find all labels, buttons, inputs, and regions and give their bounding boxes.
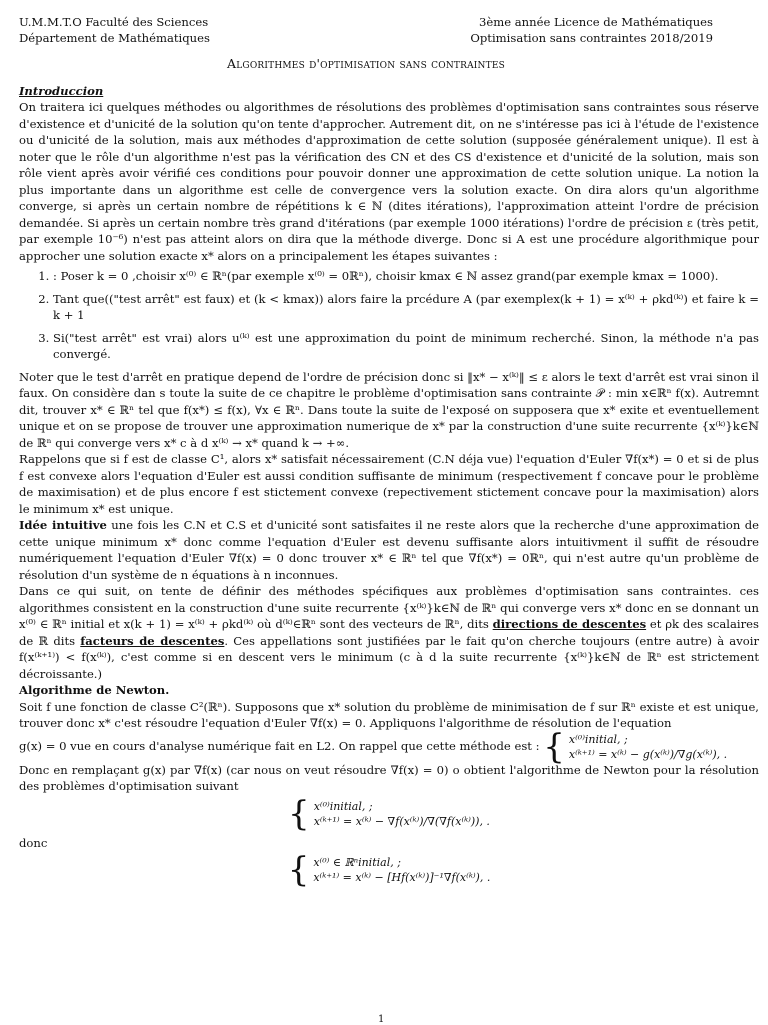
system-line: x⁽⁰⁾initial, ; <box>313 799 373 813</box>
donc-text: donc <box>19 835 48 850</box>
system-line: x⁽⁰⁾initial, ; <box>568 732 628 746</box>
system-brace: { <box>287 850 310 890</box>
document-title: Algorithmes d'optimisation sans contraintes <box>227 56 505 71</box>
course-level-line: 3ème année Licence de Mathématiques <box>478 15 713 29</box>
intuition-text: une fois les C.N et C.S et d'unicité sont satisfaites il ne reste alors que la recherche d'une approximation de cette unique minimum x* donc comme l'equation d'Euler est devenu suffisante alors intuitivment il suffit de résoudre numériquement l'equation d'Euler ∇f(x) = 0 donc trouver x* ∈ ℝⁿ tel que ∇f(x*) = 0ℝⁿ, qui n'est autre qu'un problème de résolution d'un système de n équations à n inconnues. <box>19 518 760 582</box>
newton-replace-paragraph: Donc en remplaçant g(x) par ∇f(x) (car nous on veut résoudre ∇f(x) = 0) o obtient l'algorithme de Newton pour la résolution des problèmes d'optimisation suivant <box>19 762 759 793</box>
department-line: Département de Mathématiques <box>19 31 210 45</box>
intuition-label: Idée intuitive <box>19 518 107 532</box>
newton-g-system <box>543 726 728 767</box>
header-left <box>19 14 210 46</box>
system-line: x⁽⁰⁾ ∈ ℝⁿinitial, ; <box>313 856 401 869</box>
page-header <box>19 14 713 46</box>
newton-recall-paragraph <box>19 726 759 767</box>
system-line: x⁽ᵏ⁺¹⁾ = x⁽ᵏ⁾ − [Hf(x⁽ᵏ⁾)]⁻¹∇f(x⁽ᵏ⁾), . <box>313 871 491 884</box>
stopping-test-paragraph: Noter que le test d'arrêt en pratique depend de l'ordre de précision donc si ‖x* − x⁽ᵏ⁾‖ ≤ ε alors le text d'arrêt est vrai sinon il faux. On considère dan s toute la suite de ce chapitre le problème d'optimisation sans contrainte 𝒫 : min x∈ℝⁿ f(x). Autremnt dit, trouver x* ∈ ℝⁿ tel que f(x*) ≤ f(x), ∀x ∈ ℝⁿ. Dans toute la suite de l'exposé on supposera que x* exite et eventuellement unique et on se propose de trouver une approximation numerique de x* par la construction d'une suite recurrente {x⁽ᵏ⁾}k∈ℕ de ℝⁿ qui converge vers x* c à d x⁽ᵏ⁾ → x* quand k → +∞. <box>19 369 759 450</box>
descent-text-c: . Ces appellations sont justifiées par le fait qu'on cherche toujours (entre autre) à avoir f(x⁽ᵏ⁺¹⁾) < f(x⁽ᵏ⁾), c'est comme si en descent vers le minimum (c à d la suite recurrente {x⁽ᵏ⁾}k∈ℕ de ℝⁿ est strictement décroissante.) <box>19 633 760 681</box>
intro-heading: Introduccion <box>19 83 104 98</box>
newton-hessian-system <box>19 850 759 890</box>
descent-paragraph <box>19 583 759 682</box>
course-name-line: Optimisation sans contraintes 2018/2019 <box>470 31 713 45</box>
euler-paragraph: Rappelons que si f est de classe C¹, alors x* satisfait nécessairement (C.N déja vue) l'equation d'Euler ∇f(x*) = 0 et si de plus f est convexe alors l'equation d'Euler est aussi condition suffisante de minimum (respectivement f concave pour le problème de maximisation) et de plus encore f est stictement convexe (repectivement stictement concave pour la maximisation) alors le minimum x* est unique. <box>19 452 759 516</box>
intro-paragraph: On traitera ici quelques méthodes ou algorithmes de résolutions des problèmes d'optimisation sans contraintes sous réserve d'existence et d'unicité de la solution qu'on tente d'approcher. Autrement dit, on ne s'intéresse pas ici à l'étude de l'existence ou d'unicité de la solution, mais aux méthodes d'approximation de cette solution (supposée généralement unique). Il est à noter que le rôle d'un algorithme n'est pas la vérification des CN et des CS d'existence et d'unicité de la solution, mais son rôle vient après avoir vérifié ces conditions pour pouvoir donner une approximation de cette solution unique. La notion la plus importante dans un algorithme est celle de convergence vers la solution exacte. On dira alors qu'un algorithme converge, si après un certain nombre de répétitions k ∈ ℕ (dites itérations), l'approximation atteint l'ordre de précision demandée. Si après un certain nombre très grand d'itérations (par exemple 1000 itérations) l'ordre de précision ε (très petit, par exemple 10⁻⁶) n'est pas atteint alors on dira que la méthode diverge. Donc si A est une procédure algorithmique pour approcher une solution exacte x* alors on a principalement les étapes suivantes : <box>19 100 759 263</box>
term-descent-directions: directions de descentes <box>492 617 647 631</box>
system-brace: { <box>288 793 310 834</box>
algorithm-steps <box>19 268 759 363</box>
header-right <box>470 14 713 46</box>
newton-heading: Algorithme de Newton. <box>19 683 170 697</box>
intuition-paragraph <box>19 517 759 583</box>
university-line: U.M.M.T.O Faculté des Sciences <box>19 15 209 29</box>
descent-text-b: et ρk des scalaires de ℝ dits <box>19 617 759 648</box>
newton-intro-paragraph: Soit f une fonction de classe C²(ℝⁿ). Supposons que x* solution du problème de minimisation de f sur ℝⁿ existe et est unique, trouver donc x* c'est résoudre l'equation d'Euler ∇f(x) = 0. Appliquons l'algorithme de résolution de l'equation <box>19 699 759 730</box>
system-line: x⁽ᵏ⁺¹⁾ = x⁽ᵏ⁾ − g(x⁽ᵏ⁾)/∇g(x⁽ᵏ⁾), . <box>568 747 728 761</box>
step-item: 1. : Poser k = 0 ,choisir x⁽⁰⁾ ∈ ℝⁿ(par exemple x⁽⁰⁾ = 0ℝⁿ), choisir kmax ∈ ℕ assez grand(par exemple kmax = 1000). <box>53 268 759 285</box>
system-brace: { <box>543 726 565 767</box>
step-item: 2. Tant que(("test arrêt" est faux) et (k < kmax)) alors faire la prcédure A (par exemplex(k + 1) = x⁽ᵏ⁾ + ρkd⁽ᵏ⁾) et faire k = k + 1 <box>53 291 759 324</box>
recall-text: g(x) = 0 vue en cours d'analyse numérique fait en L2. On rappel que cette méthode est : <box>19 738 540 753</box>
descent-text-a: Dans ce qui suit, on tente de définir des méthodes spécifiques aux problèmes d'optimisation sans contraintes. ces algorithmes consistent en la construction d'une suite recurrente {x⁽ᵏ⁾}k∈ℕ de ℝⁿ qui converge vers x* donc en se donnant un x⁽⁰⁾ ∈ ℝⁿ initial et x(k + 1) = x⁽ᵏ⁾ + ρkd⁽ᵏ⁾ où d⁽ᵏ⁾∈ℝⁿ sont des vecteurs de ℝⁿ, dits <box>19 584 759 631</box>
step-item: 3. Si("test arrêt" est vrai) alors u⁽ᵏ⁾ est une approximation du point de minimum recherché. Sinon, la méthode n'a pas convergé. <box>53 330 759 363</box>
term-descent-factors: facteurs de descentes <box>80 633 225 648</box>
page-number: 1 <box>378 1014 385 1025</box>
newton-gradient-system <box>19 793 759 834</box>
system-line: x⁽ᵏ⁺¹⁾ = x⁽ᵏ⁾ − ∇f(x⁽ᵏ⁾)/∇(∇f(x⁽ᵏ⁾)), . <box>313 814 490 828</box>
document-page <box>19 14 768 889</box>
